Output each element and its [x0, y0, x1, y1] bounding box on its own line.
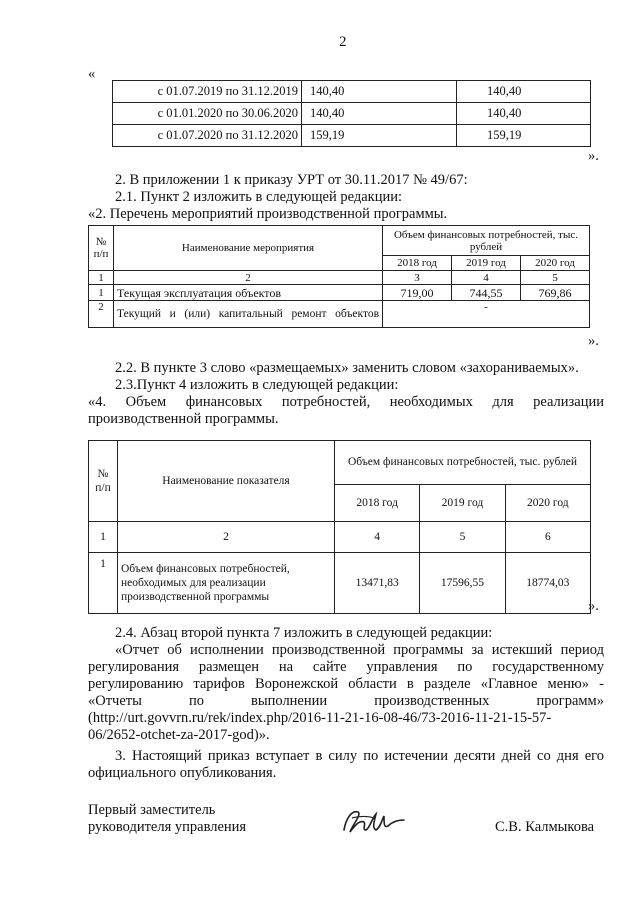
table-row: 1 Объем финансовых потребностей, необходимых для реализации производственной программы 13471,83 17596,55 18774,03	[89, 553, 591, 614]
item-2-2: 2.2. В пункте 3 слово «размещаемых» заменить словом «захораниваемых».	[115, 360, 579, 376]
table-row: с 01.01.2020 по 30.06.2020 140,40 140,40	[113, 103, 591, 125]
close-quote: ».	[588, 598, 599, 614]
item-2-1-heading: «2. Перечень мероприятий производственной программы.	[88, 206, 448, 222]
quote-line: «Отчет об исполнении производственной программы за истекший период	[115, 642, 604, 658]
item-3-line-2: официального опубликования.	[88, 765, 277, 781]
table-row: 1 2 3 4 5	[89, 271, 590, 285]
item-2-3: 2.3.Пункт 4 изложить в следующей редакции:	[115, 377, 399, 393]
close-quote: ».	[588, 148, 599, 164]
quote-line: «Отчеты по выполнении производственных программ»	[88, 693, 604, 709]
col-num-header: № п/п	[89, 226, 114, 271]
signer-title: Первый заместитель	[88, 802, 216, 818]
item-2-3-text: «4. Объем финансовых потребностей, необходимых для реализации	[88, 394, 604, 410]
item-2-3-text-2: производственной программы.	[88, 411, 279, 427]
close-quote: ».	[588, 333, 599, 349]
table-row: с 01.07.2019 по 31.12.2019 140,40 140,40	[113, 81, 591, 103]
open-quote: «	[88, 66, 96, 82]
item-3: 3. Настоящий приказ вступает в силу по истечении десяти дней со дня его	[115, 748, 604, 764]
signer-name: С.В. Калмыкова	[495, 819, 595, 835]
item-2: 2. В приложении 1 к приказу УРТ от 30.11.2017 № 49/67:	[115, 172, 468, 188]
item-2-1: 2.1. Пункт 2 изложить в следующей редакции:	[115, 189, 403, 205]
col-num-header: № п/п	[89, 441, 118, 522]
tariff-table	[112, 80, 591, 147]
col-name-header: Наименование мероприятия	[114, 226, 383, 271]
col-name-header: Наименование показателя	[118, 441, 335, 522]
table-row: 1 Текущая эксплуатация объектов 719,00 744,55 769,86	[89, 285, 590, 301]
signature-image	[338, 800, 408, 840]
table-row: 2 Текущий и (или) капитальный ремонт объектов -	[89, 301, 590, 328]
table-row: 1 2 4 5 6	[89, 522, 591, 553]
signer-title-2: руководителя управления	[88, 819, 247, 835]
table-row: с 01.07.2020 по 31.12.2020 159,19 159,19	[113, 125, 591, 147]
quote-line: регулированию тарифов Воронежской области в разделе «Главное меню» -	[88, 676, 604, 692]
item-2-4: 2.4. Абзац второй пункта 7 изложить в следующей редакции:	[115, 625, 493, 641]
page-number: 2	[339, 34, 347, 50]
quote-line: 06/2652-otchet-za-2017-god)».	[88, 727, 270, 743]
col-need-header: Объем финансовых потребностей, тыс. рублей	[335, 441, 591, 485]
quote-line: (http://urt.govvrn.ru/rek/index.php/2016-11-21-16-08-46/73-2016-11-21-15-57-	[88, 710, 552, 726]
volume-table: № п/п Наименование показателя Объем финансовых потребностей, тыс. рублей 2018 год 2019 год 2020 год 1 2 4 5 6 1 Объем финансовых потребностей, необходимых для реализации производственной программы 13471,83 17596,55 18774,03	[88, 440, 591, 614]
col-need-header: Объем финансовых потребностей, тыс. рублей	[383, 226, 590, 256]
quote-line: регулирования размещен на сайте управления по государственному	[88, 659, 604, 675]
measures-table: № п/п Наименование мероприятия Объем финансовых потребностей, тыс. рублей 2018 год 2019 год 2020 год 1 2 3 4 5 1 Текущая эксплуатация объектов 719,00 744,55 769,86 2 Текущий и (или) капитальный ремонт объектов -	[88, 225, 590, 328]
